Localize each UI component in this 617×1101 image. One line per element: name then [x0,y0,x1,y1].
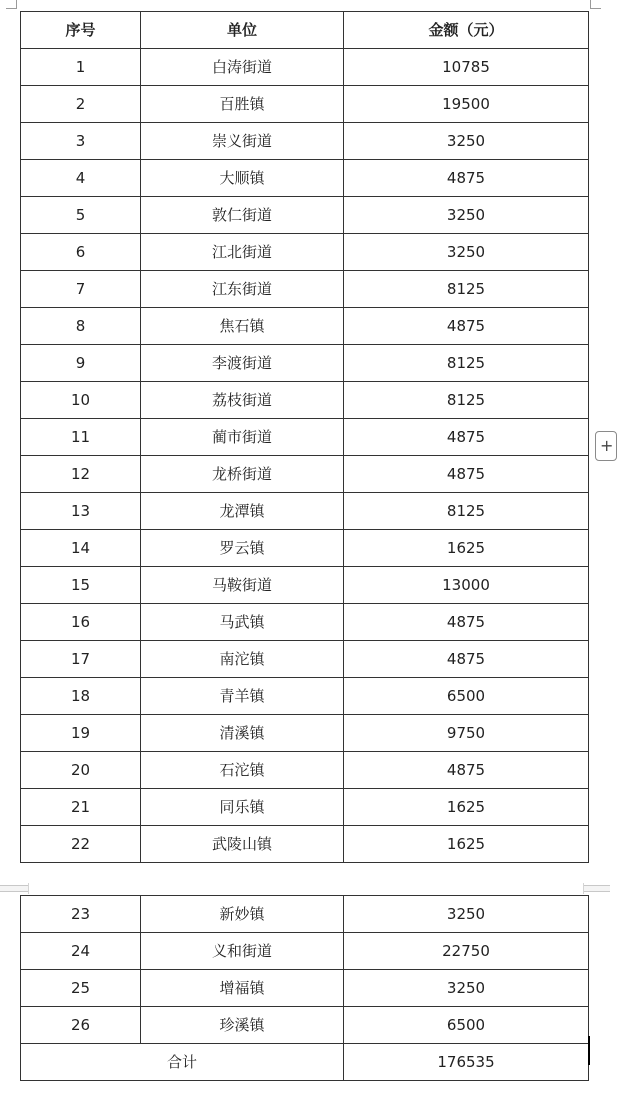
allocation-table-page-2 [20,895,589,1081]
allocation-table-page-1 [20,11,589,863]
table-row [21,567,589,604]
cell-index[interactable]: 8 [21,308,141,345]
cell-amount[interactable]: 19500 [344,86,589,123]
add-row-plus-icon[interactable]: + [595,431,617,461]
table-body-page-1 [21,49,589,863]
cell-index[interactable]: 10 [21,382,141,419]
cell-unit[interactable]: 马武镇 [141,604,344,641]
table-row [21,1007,589,1044]
cell-index[interactable]: 5 [21,197,141,234]
header-amount[interactable]: 金额（元） [344,12,589,49]
cell-amount[interactable]: 3250 [344,234,589,271]
cell-amount[interactable]: 4875 [344,604,589,641]
cell-index[interactable]: 21 [21,789,141,826]
total-value[interactable]: 176535 [344,1044,589,1081]
cell-amount[interactable]: 9750 [344,715,589,752]
cell-amount[interactable]: 22750 [344,933,589,970]
cell-unit[interactable]: 崇义街道 [141,123,344,160]
cell-unit[interactable]: 珍溪镇 [141,1007,344,1044]
cell-amount[interactable]: 6500 [344,1007,589,1044]
table-row [21,419,589,456]
cell-amount[interactable]: 8125 [344,345,589,382]
table-footer [21,1044,589,1081]
cell-unit[interactable]: 青羊镇 [141,678,344,715]
cell-unit[interactable]: 武陵山镇 [141,826,344,863]
table-row [21,826,589,863]
cell-amount[interactable]: 3250 [344,123,589,160]
cell-unit[interactable]: 大顺镇 [141,160,344,197]
table-body-page-2 [21,896,589,1044]
cell-amount[interactable]: 4875 [344,160,589,197]
cell-index[interactable]: 1 [21,49,141,86]
table-row [21,604,589,641]
cell-index[interactable]: 16 [21,604,141,641]
page-break-gap [28,883,584,894]
table-row [21,970,589,1007]
cell-amount[interactable]: 10785 [344,49,589,86]
cell-amount[interactable]: 13000 [344,567,589,604]
header-index[interactable]: 序号 [21,12,141,49]
cell-index[interactable]: 24 [21,933,141,970]
cell-amount[interactable]: 1625 [344,530,589,567]
header-unit[interactable]: 单位 [141,12,344,49]
table-row [21,493,589,530]
cell-unit[interactable]: 增福镇 [141,970,344,1007]
cell-unit[interactable]: 荔枝街道 [141,382,344,419]
cell-index[interactable]: 12 [21,456,141,493]
table-row [21,456,589,493]
table-row [21,123,589,160]
cell-index[interactable]: 25 [21,970,141,1007]
cell-unit[interactable]: 龙潭镇 [141,493,344,530]
table-row [21,197,589,234]
cell-amount[interactable]: 8125 [344,382,589,419]
cell-index[interactable]: 22 [21,826,141,863]
cell-unit[interactable]: 敦仁街道 [141,197,344,234]
total-row [21,1044,589,1081]
cell-index[interactable]: 6 [21,234,141,271]
cell-index[interactable]: 14 [21,530,141,567]
header-row [21,12,589,49]
page-corner-mark-left [6,0,17,9]
cell-unit[interactable]: 龙桥街道 [141,456,344,493]
cell-unit[interactable]: 马鞍街道 [141,567,344,604]
cell-index[interactable]: 3 [21,123,141,160]
cell-index[interactable]: 9 [21,345,141,382]
cell-unit[interactable]: 新妙镇 [141,896,344,933]
text-cursor [588,1036,590,1065]
cell-unit[interactable]: 江北街道 [141,234,344,271]
table-row [21,789,589,826]
cell-unit[interactable]: 罗云镇 [141,530,344,567]
cell-unit[interactable]: 清溪镇 [141,715,344,752]
cell-unit[interactable]: 白涛街道 [141,49,344,86]
cell-index[interactable]: 20 [21,752,141,789]
table-row [21,234,589,271]
cell-amount[interactable]: 3250 [344,970,589,1007]
cell-amount[interactable]: 4875 [344,419,589,456]
table-row [21,86,589,123]
cell-index[interactable]: 23 [21,896,141,933]
cell-amount[interactable]: 8125 [344,493,589,530]
table-row [21,49,589,86]
cell-index[interactable]: 11 [21,419,141,456]
cell-index[interactable]: 7 [21,271,141,308]
cell-index[interactable]: 17 [21,641,141,678]
cell-unit[interactable]: 百胜镇 [141,86,344,123]
table-row [21,715,589,752]
cell-amount[interactable]: 1625 [344,789,589,826]
cell-amount[interactable]: 1625 [344,826,589,863]
cell-index[interactable]: 26 [21,1007,141,1044]
cell-amount[interactable]: 4875 [344,456,589,493]
table-row [21,678,589,715]
cell-amount[interactable]: 4875 [344,752,589,789]
page-corner-mark-right [590,0,601,9]
table-row [21,752,589,789]
cell-amount[interactable]: 3250 [344,896,589,933]
cell-unit[interactable]: 义和街道 [141,933,344,970]
cell-index[interactable]: 18 [21,678,141,715]
cell-unit[interactable]: 南沱镇 [141,641,344,678]
cell-unit[interactable]: 同乐镇 [141,789,344,826]
cell-amount[interactable]: 4875 [344,641,589,678]
table-row [21,530,589,567]
table-row [21,896,589,933]
cell-unit[interactable]: 焦石镇 [141,308,344,345]
table-row [21,382,589,419]
table-header [21,12,589,49]
cell-unit[interactable]: 李渡街道 [141,345,344,382]
table-row [21,160,589,197]
cell-unit[interactable]: 石沱镇 [141,752,344,789]
cell-index[interactable]: 2 [21,86,141,123]
cell-index[interactable]: 13 [21,493,141,530]
cell-amount[interactable]: 3250 [344,197,589,234]
cell-amount[interactable]: 4875 [344,308,589,345]
table-row [21,271,589,308]
cell-index[interactable]: 4 [21,160,141,197]
table-row [21,308,589,345]
cell-index[interactable]: 19 [21,715,141,752]
table-row [21,641,589,678]
cell-index[interactable]: 15 [21,567,141,604]
cell-amount[interactable]: 8125 [344,271,589,308]
cell-unit[interactable]: 蔺市街道 [141,419,344,456]
cell-amount[interactable]: 6500 [344,678,589,715]
table-row [21,933,589,970]
total-label[interactable]: 合计 [21,1044,344,1081]
table-row [21,345,589,382]
cell-unit[interactable]: 江东街道 [141,271,344,308]
